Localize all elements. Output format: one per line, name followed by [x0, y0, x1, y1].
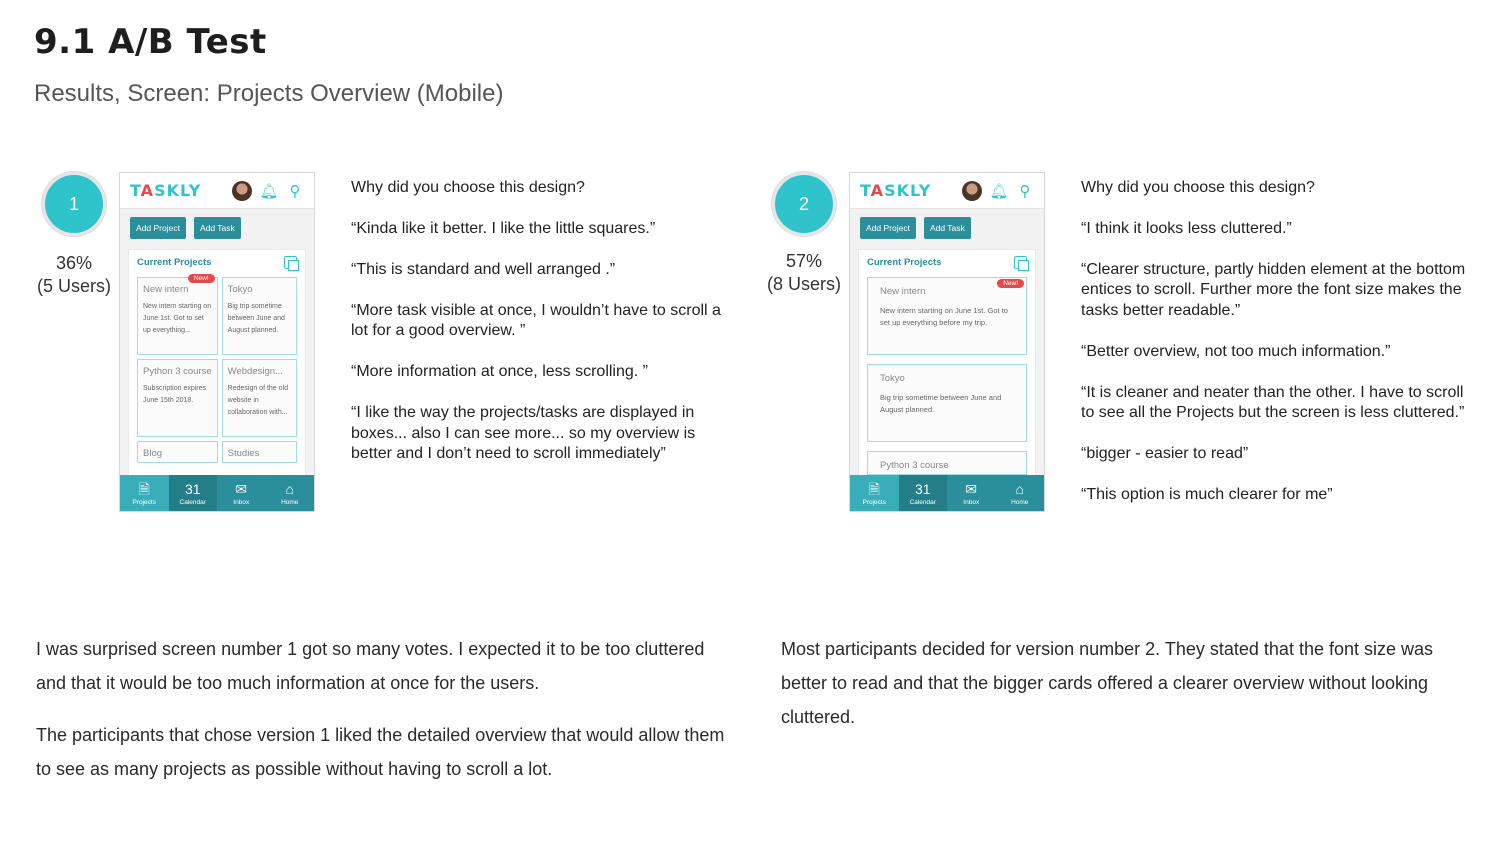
nav-home — [996, 475, 1045, 511]
question-heading: Why did you choose this design? — [351, 179, 585, 196]
project-card — [137, 441, 218, 463]
vote-users: (5 Users) — [36, 276, 111, 296]
project-card — [867, 364, 1027, 442]
new-badge: New! — [188, 274, 215, 283]
project-card — [867, 451, 1027, 475]
variant-number-badge: 2 — [772, 172, 836, 236]
quote: “It is cleaner and neater than the other. I have to scroll to see all the Projects but the screen is less cluttered.” — [1081, 383, 1465, 421]
card-title: Studies — [227, 448, 260, 459]
nav-projects — [850, 475, 899, 511]
vote-result — [34, 252, 114, 298]
projects-panel — [128, 249, 306, 489]
quote: “This is standard and well arranged .” — [351, 260, 616, 278]
nav-inbox — [947, 475, 996, 511]
mockup-bottom-nav — [120, 475, 314, 511]
card-desc: Subscription expires June 15th 2018. — [143, 385, 207, 404]
quote: “More task visible at once, I wouldn’t have to scroll a lot for a good overview. ” — [351, 301, 721, 339]
quote: “Better overview, not too much information.” — [1081, 342, 1391, 360]
project-list — [867, 277, 1027, 475]
search-icon: ⚲ — [1019, 182, 1031, 200]
card-title: Tokyo — [227, 284, 253, 295]
vote-result — [764, 250, 844, 296]
nav-label: Home — [281, 498, 299, 506]
mockup-header — [120, 173, 314, 209]
quote: “I think it looks less cluttered.” — [1081, 219, 1292, 237]
card-desc: New intern starting on June 1st. Got to set up everything before my trip. — [880, 306, 1008, 327]
project-card — [867, 277, 1027, 355]
mockup-bottom-nav — [850, 475, 1044, 511]
card-title: Tokyo — [880, 373, 905, 384]
mockup-header — [850, 173, 1044, 209]
mail-icon: ✉ — [235, 480, 248, 497]
nav-label: Calendar — [179, 498, 206, 506]
card-title: New intern — [143, 284, 189, 295]
project-card — [222, 441, 297, 463]
card-title: Python 3 course — [143, 366, 212, 377]
avatar — [962, 181, 982, 201]
document-icon: 🗎 — [138, 480, 150, 497]
feedback-quotes — [1081, 178, 1471, 526]
card-title: New intern — [880, 286, 926, 297]
projects-panel — [858, 249, 1036, 489]
bell-icon: 🔔︎ — [259, 182, 279, 200]
quote: “Kinda like it better. I like the little squares.” — [351, 219, 656, 237]
conclusion-paragraph: The participants that chose version 1 liked the detailed overview that would allow them to see as many projects as possible without having to scroll a lot. — [36, 725, 725, 779]
card-title: Webdesign... — [227, 366, 283, 377]
vote-users: (8 Users) — [766, 274, 841, 294]
card-desc: Big trip sometime between June and August planned. — [227, 303, 285, 334]
avatar — [232, 181, 252, 201]
add-project-button: Add Project — [860, 217, 916, 239]
mail-icon: ✉ — [965, 480, 978, 497]
card-desc: Big trip sometime between June and August planned. — [880, 393, 1002, 414]
card-title: Python 3 course — [880, 460, 949, 471]
vote-percent: 36% — [55, 253, 93, 273]
nav-inbox — [217, 475, 266, 511]
conclusion-paragraph: Most participants decided for version number 2. They stated that the font size was better to read and that the bigger cards offered a clearer overview without looking cluttered. — [781, 639, 1434, 727]
nav-label: Inbox — [963, 498, 980, 506]
question-heading: Why did you choose this design? — [1081, 179, 1315, 196]
add-task-button: Add Task — [924, 217, 971, 239]
nav-label: Projects — [132, 498, 156, 506]
card-desc: Redesign of the old website in collaboration with... — [227, 385, 288, 416]
feedback-quotes — [351, 178, 736, 485]
mockup-phone-list — [849, 172, 1045, 512]
nav-label: Inbox — [233, 498, 250, 506]
quote: “This option is much clearer for me” — [1081, 486, 1333, 503]
conclusion-right — [781, 632, 1471, 752]
add-task-button: Add Task — [194, 217, 241, 239]
bell-icon: 🔔︎ — [989, 182, 1009, 200]
calendar-icon: 31 — [184, 480, 201, 497]
project-grid — [137, 277, 297, 463]
quote: “I like the way the projects/tasks are displayed in boxes... also I can see more... so my overview is better and I don’t need to scroll immediately” — [351, 404, 696, 462]
app-logo: TASKLY — [860, 181, 932, 200]
search-icon: ⚲ — [289, 182, 301, 200]
project-card — [137, 359, 218, 437]
app-logo: TASKLY — [130, 181, 202, 200]
project-card — [137, 277, 218, 355]
card-title: Blog — [143, 448, 163, 459]
section-title: Current Projects — [867, 257, 942, 268]
project-card — [222, 359, 297, 437]
project-card — [222, 277, 297, 355]
copy-icon — [284, 256, 297, 269]
add-project-button: Add Project — [130, 217, 186, 239]
home-icon: ⌂ — [1015, 480, 1024, 497]
vote-percent: 57% — [785, 251, 823, 271]
quote: “Clearer structure, partly hidden element at the bottom entices to scroll. Further more the font size makes the tasks better readable.” — [1081, 260, 1466, 319]
conclusion-left — [36, 632, 736, 804]
page-subtitle: Results, Screen: Projects Overview (Mobile) — [34, 80, 504, 107]
nav-label: Home — [1011, 498, 1029, 506]
section-title: Current Projects — [137, 257, 212, 268]
nav-label: Calendar — [909, 498, 936, 506]
nav-label: Projects — [862, 498, 886, 506]
mockup-phone-grid — [119, 172, 315, 512]
copy-icon — [1014, 256, 1027, 269]
home-icon: ⌂ — [285, 480, 294, 497]
nav-projects — [120, 475, 169, 511]
nav-calendar — [899, 475, 948, 511]
conclusion-paragraph: I was surprised screen number 1 got so many votes. I expected it to be too cluttered and that it would be too much information at once for the users. — [36, 639, 705, 693]
quote: “bigger - easier to read” — [1081, 445, 1249, 462]
quote: “More information at once, less scrolling. ” — [351, 363, 648, 380]
card-desc: New intern starting on June 1st. Got to set up everything... — [143, 303, 212, 334]
variant-number-badge: 1 — [42, 172, 106, 236]
document-icon: 🗎 — [868, 480, 880, 497]
page-title: 9.1 A/B Test — [34, 22, 267, 62]
nav-calendar — [169, 475, 218, 511]
calendar-icon: 31 — [914, 480, 931, 497]
nav-home — [266, 475, 315, 511]
new-badge: New! — [997, 279, 1024, 288]
